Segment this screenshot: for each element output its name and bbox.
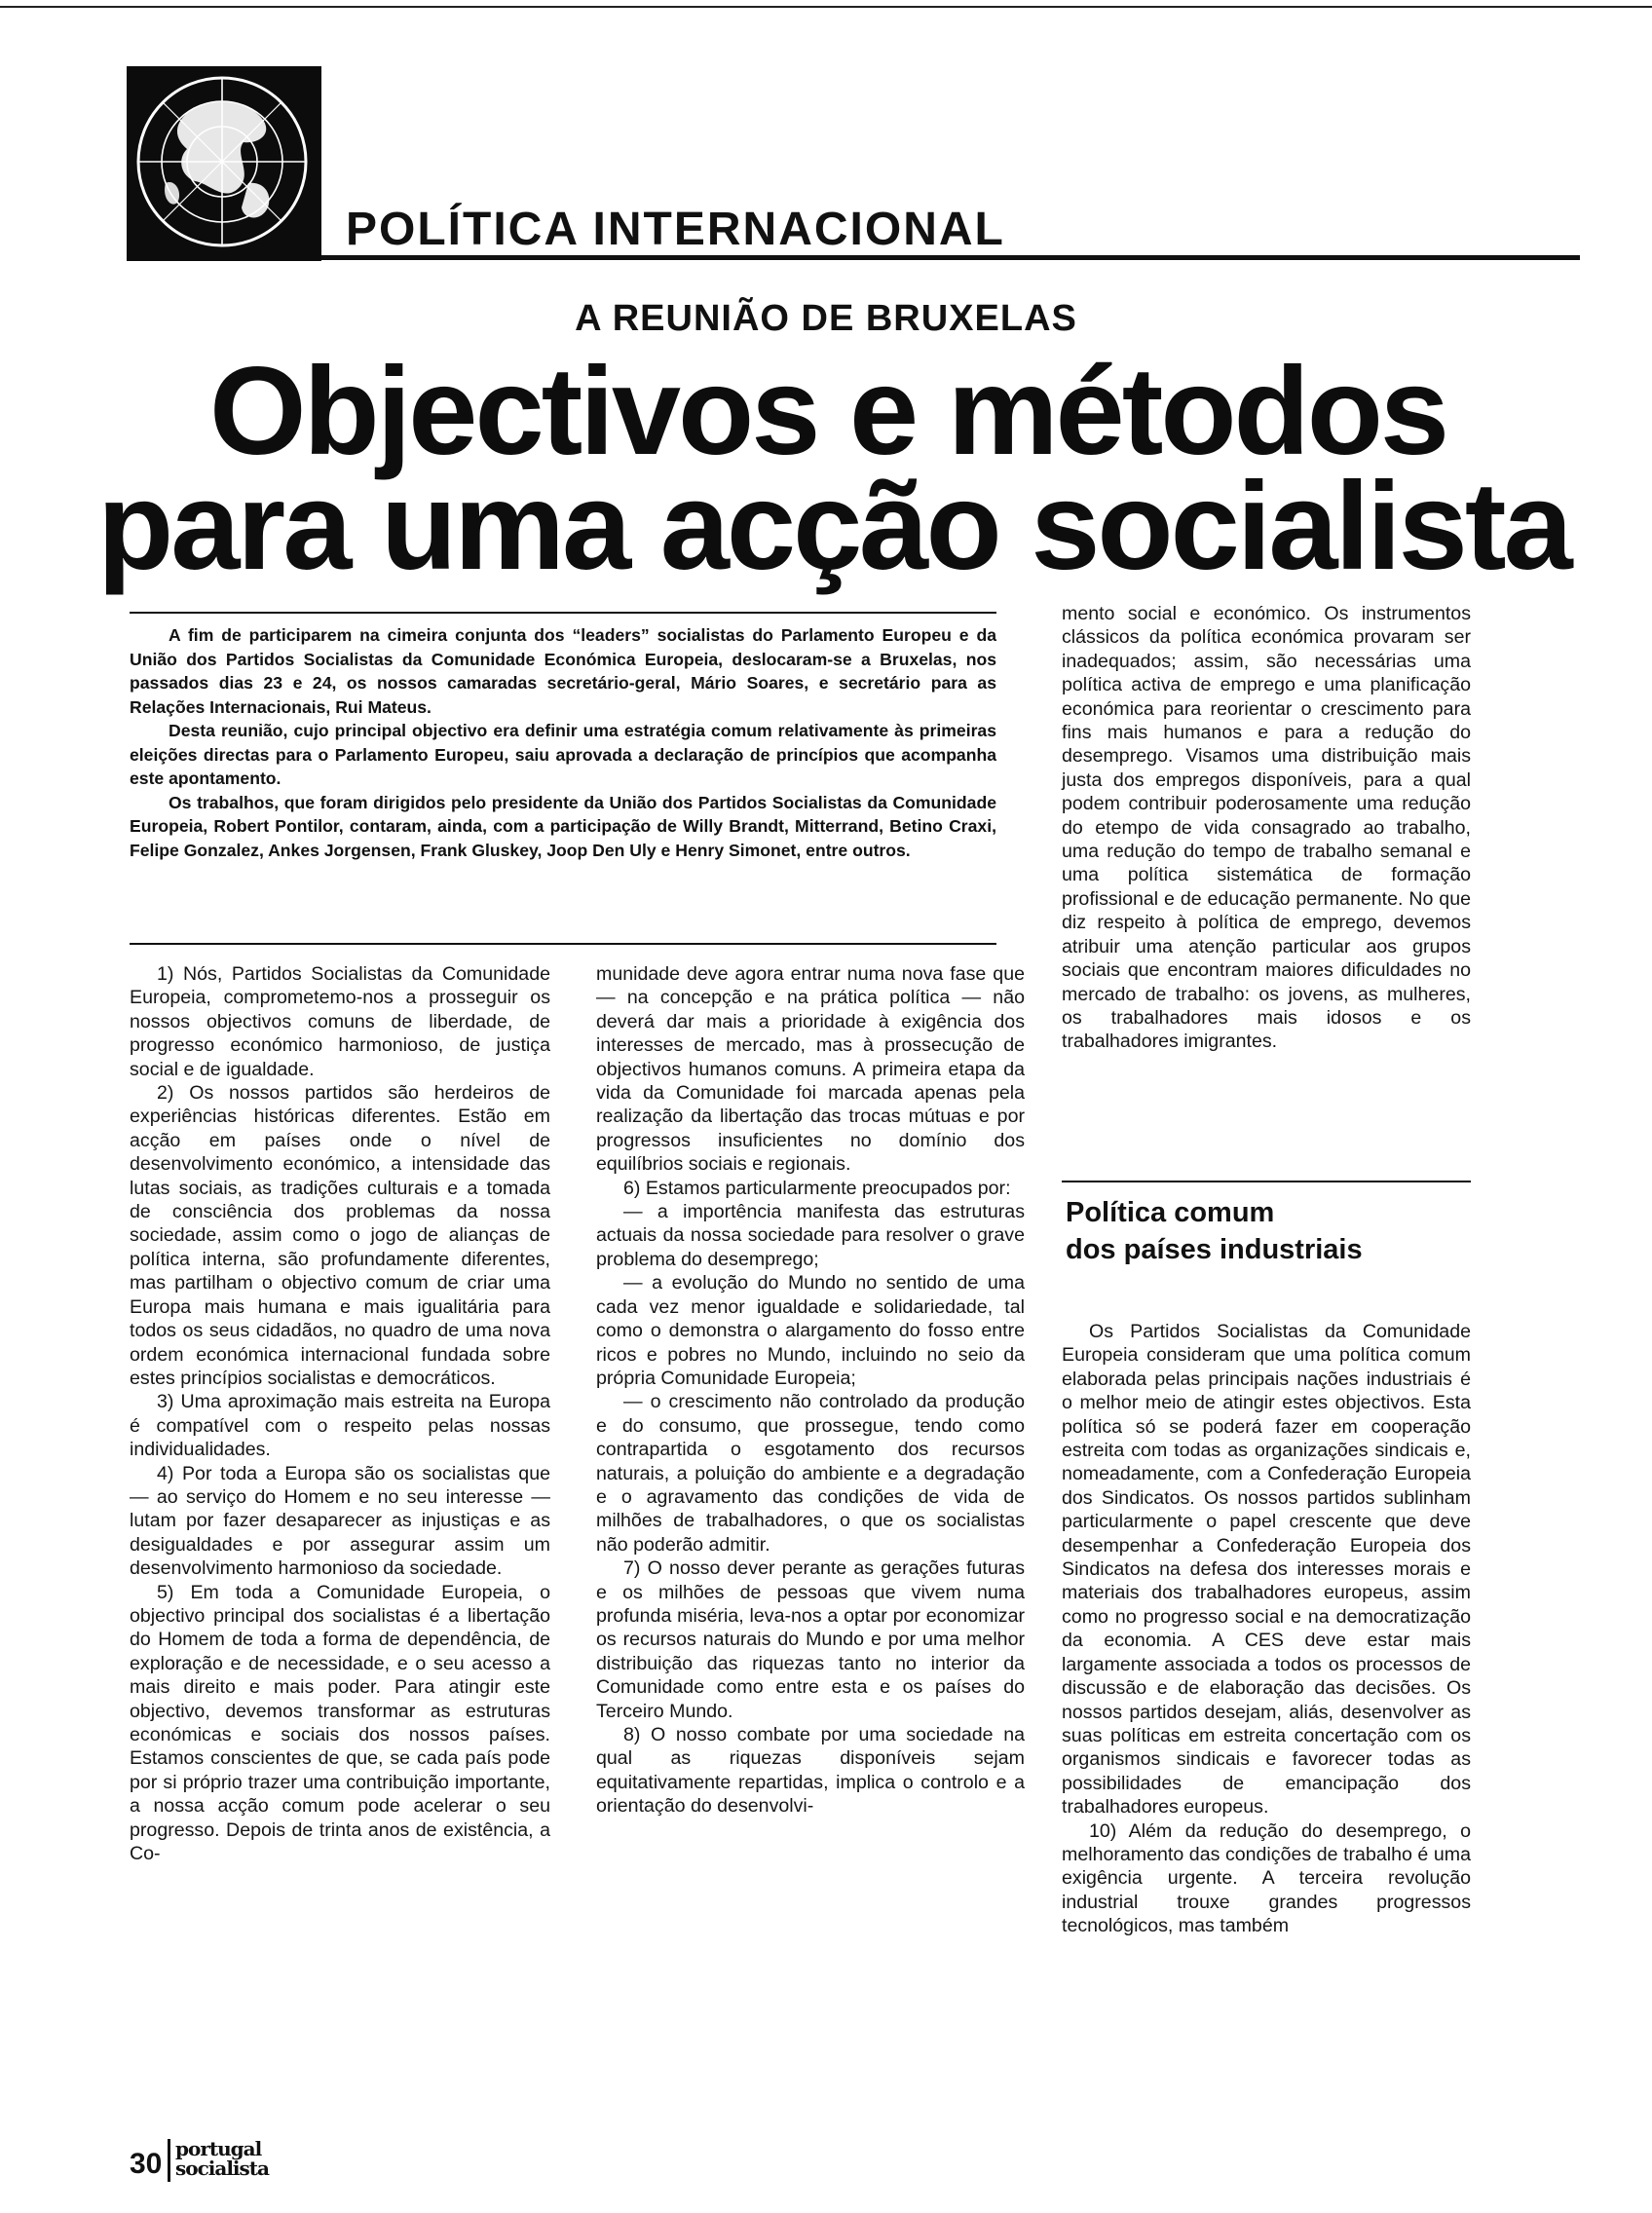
lead-paragraph: Os trabalhos, que foram dirigidos pelo presidente da União dos Partidos Socialistas da Comunidade Europeia, Robert Pontilor, contaram, ainda, com a participação de Willy Brandt, Mitterrand, Betino Craxi, Felipe Gonzalez, Ankes Jorgensen, Frank Gluskey, Joop Den Uly e Henry Simonet, entre outros. <box>130 792 996 860</box>
page-top-rule <box>0 6 1652 8</box>
body-paragraph: 3) Uma aproximação mais estreita na Europa é compatível com o respeito pelas nossas individualidades. <box>130 1391 550 1461</box>
body-column-1 <box>130 962 550 1865</box>
lead-paragraph: A fim de participarem na cimeira conjunta dos “leaders” socialistas do Parlamento Europeu e da União dos Partidos Socialistas da Comunidade Económica Europeia, deslocaram-se a Bruxelas, nos passados dias 23 e 24, os nossos camaradas secretário-geral, Mário Soares, e secretário para as Relações Internacionais, Rui Mateus. <box>130 625 996 717</box>
page-number: 30 <box>130 2148 163 2180</box>
globe-icon <box>127 66 321 261</box>
headline-line-1: Objectivos e métodos <box>208 342 1447 481</box>
footer-divider <box>168 2139 170 2182</box>
subhead-rule <box>1062 1181 1471 1182</box>
body-paragraph: Os Partidos Socialistas da Comunidade Europeia consideram que uma política comum elaborada pelas principais nações industriais é o melhor meio de atingir estes objectivos. Esta política só se poderá fazer em cooperação estreita com todas as organizações sindicais e, nomeadamente, com a Confederação Europeia dos Sindicatos. Os nossos partidos sublinham particularmente o papel crescente que deve desempenhar a Confederação Europeia dos Sindicatos na defesa dos interesses morais e materiais dos trabalhadores europeus, assim como no progresso social e na democratização da economia. A CES deve estar mais largamente associada a todos os processos de discussão e de elaboração das decisões. Os nossos partidos desejam, aliás, desenvolver as suas políticas em estreita concertação com os organismos sindicais e favorecer todas as possibilidades de emancipação dos trabalhadores europeus. <box>1062 1321 1471 1819</box>
body-paragraph: 5) Em toda a Comunidade Europeia, o objectivo principal dos socialistas é a libertação do Homem de toda a forma de dependência, de exploração e de necessidade, e o seu acesso a mais direito e mais poder. Para atingir este objectivo, devemos transformar as estruturas económicas e sociais dos nossos países. Estamos conscientes de que, se cada país pode por si próprio trazer uma contribuição importante, a nossa acção comum pode acelerar o seu progresso. Depois de trinta anos de existência, a Co- <box>130 1581 550 1865</box>
body-paragraph: — a importência manifesta das estruturas actuais da nossa sociedade para resolver o grave problema do desemprego; <box>596 1201 1025 1270</box>
lead-rule-top <box>130 612 996 614</box>
body-paragraph: 4) Por toda a Europa são os socialistas que — ao serviço do Homem e no seu interesse — lutam por fazer desaparecer as injustiças e as desigualdades e por assegurar assim um desenvolvimento harmonioso da sociedade. <box>130 1462 550 1580</box>
kicker: A REUNIÃO DE BRUXELAS <box>575 298 1077 339</box>
lead-rule-bottom <box>130 943 996 945</box>
body-column-3-bottom <box>1062 1320 1471 1938</box>
body-paragraph: 7) O nosso dever perante as gerações futuras e os milhões de pessoas que vivem numa profunda miséria, leva-nos a optar por economizar os recursos naturais do Mundo e por uma melhor distribuição das riquezas tanto no interior da Comunidade como entre esta e os países do Terceiro Mundo. <box>596 1557 1025 1722</box>
lead-paragraphs <box>130 623 996 862</box>
body-paragraph: — a evolução do Mundo no sentido de uma cada vez menor igualdade e solidariedade, tal como o demonstra o alargamento do fosso entre ricos e pobres no Mundo, incluindo no seio da própria Comunidade Europeia; <box>596 1272 1025 1389</box>
body-paragraph: 2) Os nossos partidos são herdeiros de experiências históricas diferentes. Estão em acção em países onde o nível de desenvolvimento económico, a intensidade das lutas sociais, as tradições culturais e a tomada de consciência dos problemas da nossa sociedade, assim como o jogo de alianças de política interna, são profundamente diferentes, mas partilham o objectivo comum de criar uma Europa mais humana e mais igualitária para todos os seus cidadãos, no quadro de uma nova ordem económica internacional fundada sobre estes princípios socialistas e democráticos. <box>130 1082 550 1389</box>
body-column-3-top <box>1062 602 1471 1054</box>
headline-line-2: para uma acção socialista <box>97 457 1570 596</box>
section-title: POLÍTICA INTERNACIONAL <box>346 204 1005 255</box>
body-paragraph: — o crescimento não controlado da produção e do consumo, que prossegue, tendo como contrapartida o esgotamento dos recursos naturais, a poluição do ambiente e a degradação e o agravamento das condições de vida de milhões de trabalhadores, o que os socialistas não poderão admitir. <box>596 1391 1025 1556</box>
masthead-line-1: portugal <box>175 2137 262 2160</box>
masthead-logo <box>175 2139 269 2178</box>
subheading <box>1066 1194 1475 1268</box>
body-paragraph: 10) Além da redução do desemprego, o melhoramento das condições de trabalho é uma exigência urgente. A terceira revolução industrial trouxe grandes progressos tecnológicos, mas também <box>1062 1819 1471 1937</box>
body-paragraph: mento social e económico. Os instrumentos clássicos da política económica provaram ser inadequados; assim, são necessárias uma política activa de emprego e uma planificação económica para reorientar o crescimento para fins mais humanos e para a redução do desemprego. Visamos uma distribuição mais justa dos empregos disponíveis, para a qual podem contribuir poderosamente uma redução do etempo de vida consagrado ao trabalho, uma redução do tempo de trabalho semanal e uma política sistemática de formação profissional e de educação permanente. No que diz respeito à política de emprego, devemos atribuir uma atenção particular aos grupos sociais que encontram maiores dificuldades no mercado de trabalho: os jovens, as mulheres, os trabalhadores mais idosos e os trabalhadores imigrantes. <box>1062 603 1471 1053</box>
lead-paragraph: Desta reunião, cujo principal objectivo era definir uma estratégia comum relativamente às primeiras eleições directas para o Parlamento Europeu, saiu aprovada a declaração de princípios que acompanha este apontamento. <box>130 721 996 788</box>
body-paragraph: 6) Estamos particularmente preocupados por: <box>623 1177 1011 1199</box>
subheading-line-2: dos países industriais <box>1066 1234 1363 1265</box>
body-paragraph: munidade deve agora entrar numa nova fase que — na concepção e na prática política — não deverá dar mais a prioridade à exigência dos interesses de mercado, mas à prossecução de objectivos humanos comuns. A primeira etapa da vida da Comunidade foi marcada apenas pela realização da libertação das trocas mútuas e por progressos insuficientes no domínio dos equilíbrios sociais e regionais. <box>596 963 1025 1176</box>
masthead-line-2: socialista <box>175 2157 269 2180</box>
subheading-line-1: Política comum <box>1066 1197 1275 1228</box>
body-paragraph: 1) Nós, Partidos Socialistas da Comunidade Europeia, comprometemo-nos a prosseguir os nossos objectivos comuns de liberdade, de progresso económico harmonioso, de justiça social e de igualdade. <box>130 963 550 1080</box>
body-column-2 <box>596 962 1025 1819</box>
headline <box>97 342 1570 596</box>
section-rule <box>321 255 1580 260</box>
body-paragraph: 8) O nosso combate por uma sociedade na qual as riquezas disponíveis sejam equitativamente repartidas, implica o controlo e a orientação do desenvolvi- <box>596 1724 1025 1818</box>
